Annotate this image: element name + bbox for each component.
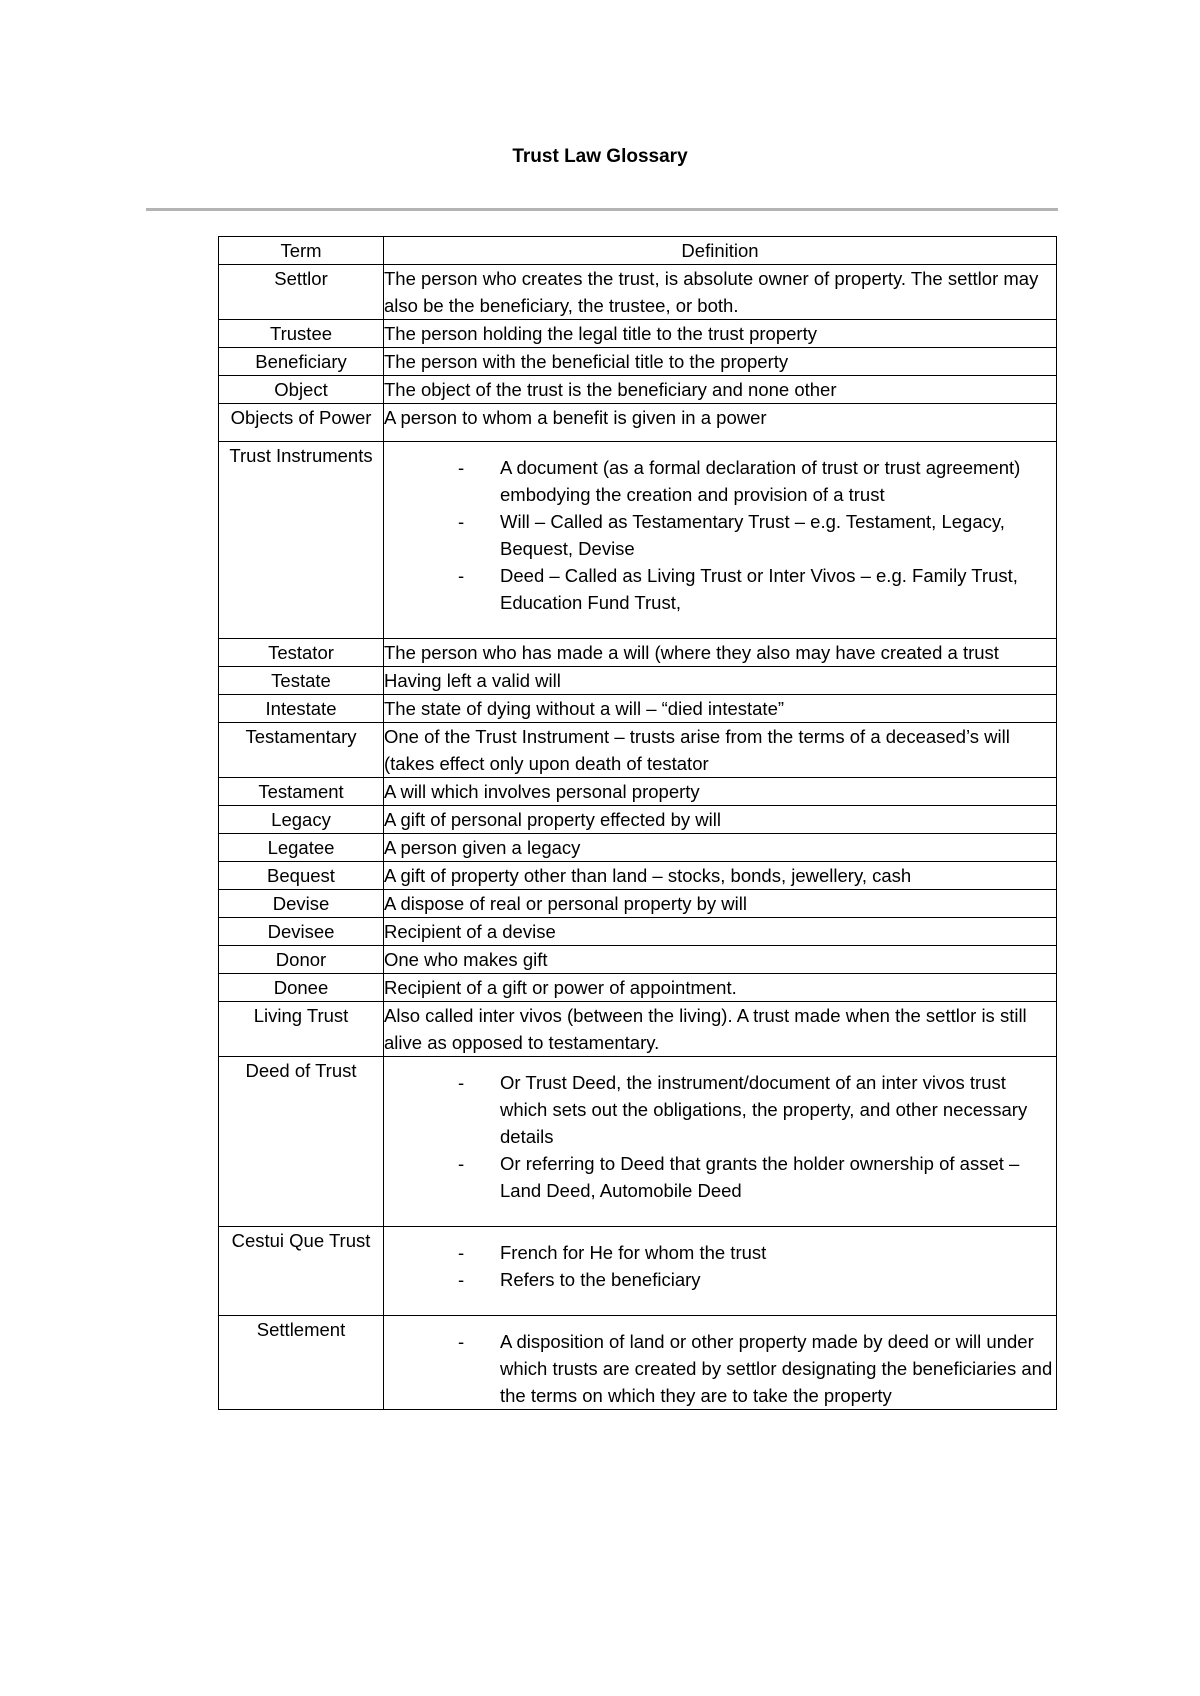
term-cell: Bequest [219,862,384,890]
bullet-item: - French for He for whom the trust [500,1239,1056,1266]
table-row [219,265,1057,320]
term-cell: Trustee [219,320,384,348]
table-row [219,639,1057,667]
definition-cell [384,1057,1057,1227]
term-cell: Devise [219,890,384,918]
bullet-item: - Refers to the beneficiary [500,1266,1056,1293]
definition-cell: The state of dying without a will – “died intestate” [384,695,1057,723]
term-cell: Legatee [219,834,384,862]
table-row [219,442,1057,639]
table-row [219,1316,1057,1410]
definition-cell: Recipient of a devise [384,918,1057,946]
table-header-row [219,237,1057,265]
title-divider [146,208,1058,211]
definition-cell: The person who creates the trust, is absolute owner of property. The settlor may also be the beneficiary, the trustee, or both. [384,265,1057,320]
table-row [219,834,1057,862]
definition-cell: The person holding the legal title to the trust property [384,320,1057,348]
table-row [219,890,1057,918]
table-row [219,806,1057,834]
term-cell: Object [219,376,384,404]
definition-cell: A gift of personal property effected by will [384,806,1057,834]
bullet-item: - A disposition of land or other property made by deed or will under which trusts are created by settlor designating the beneficiaries and the terms on which they are to take the property [500,1328,1056,1409]
table-row [219,1227,1057,1316]
term-cell: Devisee [219,918,384,946]
glossary-table [218,236,1057,1410]
table-row [219,695,1057,723]
table-row [219,974,1057,1002]
term-cell: Testament [219,778,384,806]
table-row [219,667,1057,695]
term-cell: Legacy [219,806,384,834]
definition-cell: Recipient of a gift or power of appointment. [384,974,1057,1002]
term-cell: Intestate [219,695,384,723]
table-row [219,404,1057,442]
table-row [219,1057,1057,1227]
term-cell: Donor [219,946,384,974]
definition-cell: A will which involves personal property [384,778,1057,806]
bullet-item: - Will – Called as Testamentary Trust – e.g. Testament, Legacy, Bequest, Devise [500,508,1056,562]
bullet-list [384,1239,1056,1293]
bullet-list [384,454,1056,616]
table-row [219,946,1057,974]
term-cell: Testator [219,639,384,667]
table-row [219,376,1057,404]
term-cell: Settlement [219,1316,384,1410]
bullet-list [384,1328,1056,1409]
bullet-item: - A document (as a formal declaration of trust or trust agreement) embodying the creation and provision of a trust [500,454,1056,508]
definition-cell [384,1316,1057,1410]
term-cell: Deed of Trust [219,1057,384,1227]
definition-column-header: Definition [384,237,1057,265]
term-cell: Beneficiary [219,348,384,376]
term-cell: Trust Instruments [219,442,384,639]
definition-cell: The person who has made a will (where they also may have created a trust [384,639,1057,667]
definition-cell: One of the Trust Instrument – trusts arise from the terms of a deceased’s will (takes effect only upon death of testator [384,723,1057,778]
bullet-list [384,1069,1056,1204]
definition-cell: A person to whom a benefit is given in a power [384,404,1057,442]
term-column-header: Term [219,237,384,265]
term-cell: Testamentary [219,723,384,778]
bullet-item: - Deed – Called as Living Trust or Inter Vivos – e.g. Family Trust, Education Fund Trust, [500,562,1056,616]
definition-cell [384,1227,1057,1316]
bullet-item: - Or Trust Deed, the instrument/document of an inter vivos trust which sets out the obligations, the property, and other necessary details [500,1069,1056,1150]
definition-cell: Having left a valid will [384,667,1057,695]
definition-cell: The person with the beneficial title to the property [384,348,1057,376]
definition-cell: One who makes gift [384,946,1057,974]
definition-cell: A dispose of real or personal property by will [384,890,1057,918]
table-row [219,1002,1057,1057]
definition-cell: A person given a legacy [384,834,1057,862]
term-cell: Cestui Que Trust [219,1227,384,1316]
table-row [219,348,1057,376]
document-title: Trust Law Glossary [512,146,688,167]
term-cell: Donee [219,974,384,1002]
table-row [219,862,1057,890]
definition-cell: A gift of property other than land – stocks, bonds, jewellery, cash [384,862,1057,890]
table-row [219,778,1057,806]
term-cell: Settlor [219,265,384,320]
table-row [219,723,1057,778]
term-cell: Testate [219,667,384,695]
definition-cell [384,442,1057,639]
term-cell: Living Trust [219,1002,384,1057]
definition-cell: The object of the trust is the beneficiary and none other [384,376,1057,404]
table-row [219,918,1057,946]
term-cell: Objects of Power [219,404,384,442]
table-row [219,320,1057,348]
definition-cell: Also called inter vivos (between the living). A trust made when the settlor is still alive as opposed to testamentary. [384,1002,1057,1057]
bullet-item: - Or referring to Deed that grants the holder ownership of asset – Land Deed, Automobile Deed [500,1150,1056,1204]
